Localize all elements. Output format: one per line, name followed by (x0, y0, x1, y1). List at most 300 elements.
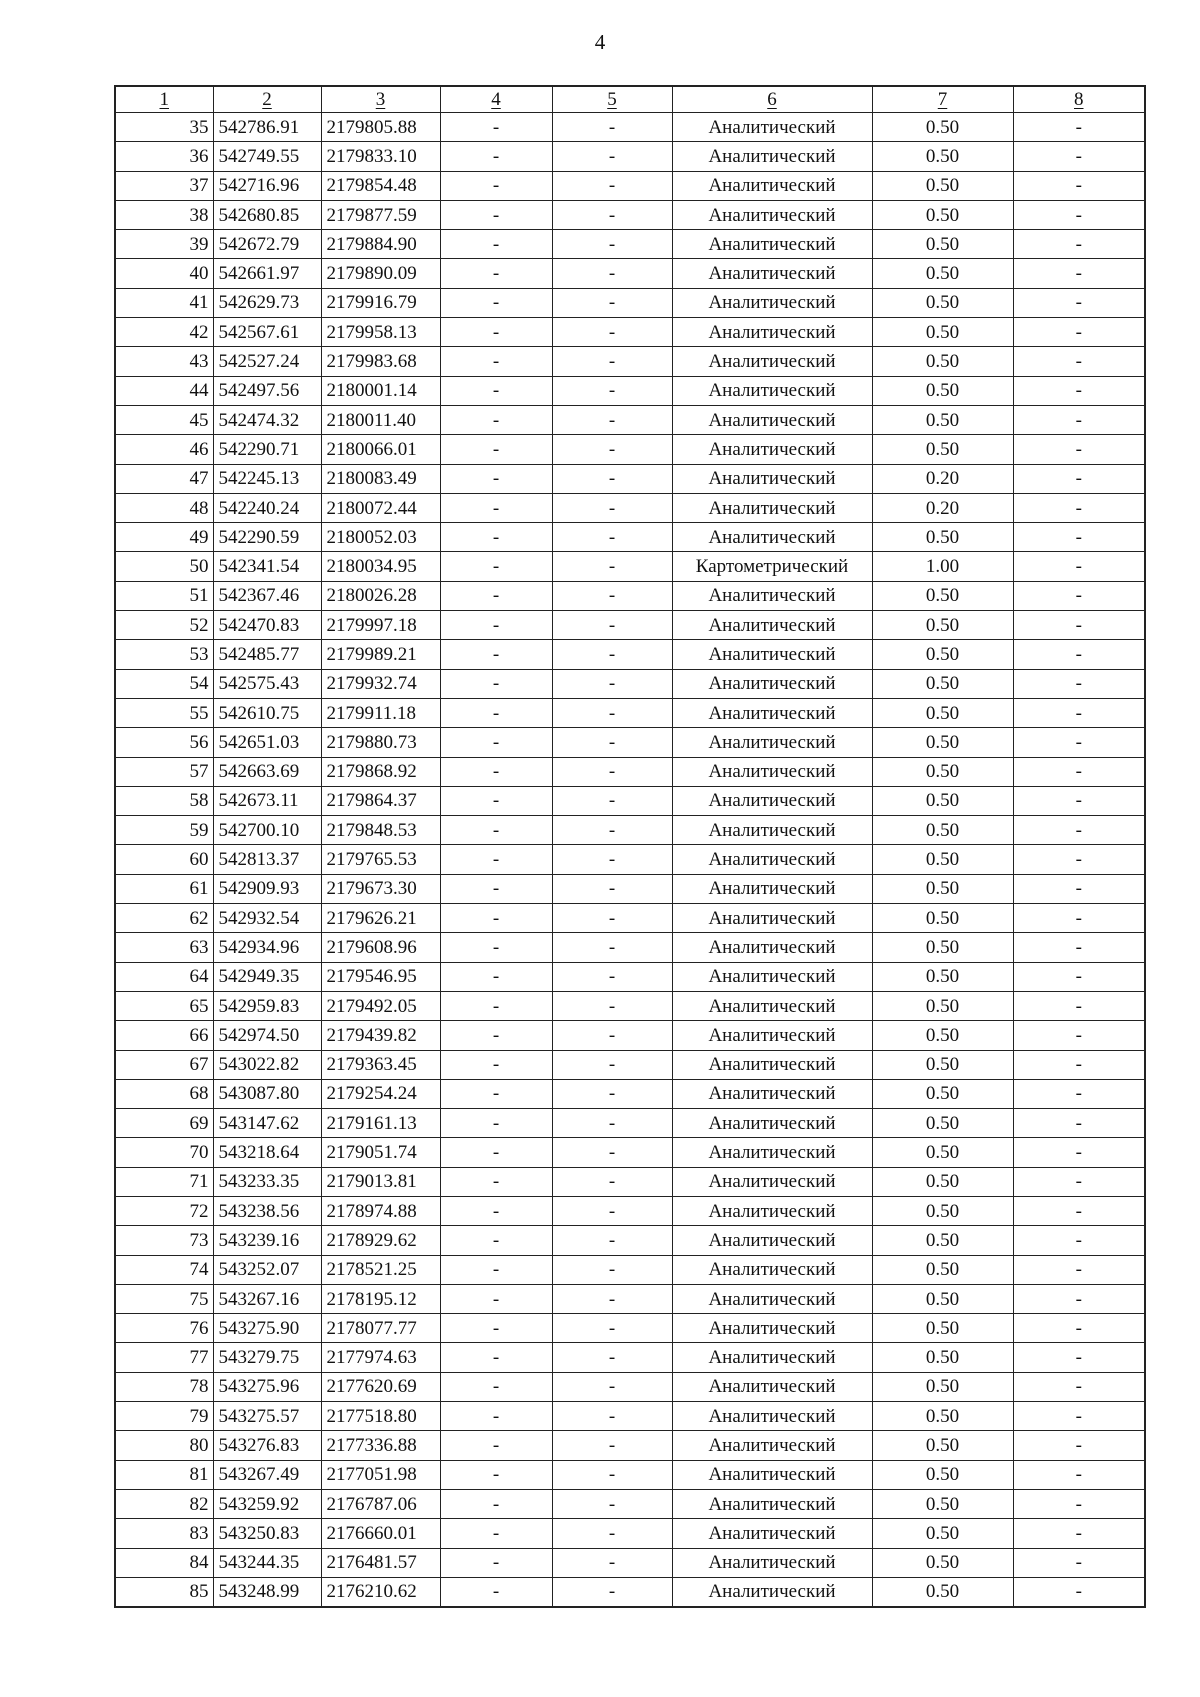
header-cell: 8 (1013, 86, 1145, 113)
col8-cell: - (1013, 1226, 1145, 1255)
x-coordinate-cell: 542909.93 (213, 874, 321, 903)
col4-cell: - (440, 611, 552, 640)
x-coordinate-cell: 542974.50 (213, 1021, 321, 1050)
y-coordinate-cell: 2179608.96 (321, 933, 440, 962)
col5-cell: - (552, 581, 672, 610)
y-coordinate-cell: 2179916.79 (321, 288, 440, 317)
col5-cell: - (552, 728, 672, 757)
y-coordinate-cell: 2176660.01 (321, 1519, 440, 1548)
col4-cell: - (440, 933, 552, 962)
point-number-cell: 78 (115, 1372, 213, 1401)
table-row (115, 698, 1145, 727)
x-coordinate-cell: 542367.46 (213, 581, 321, 610)
point-number-cell: 84 (115, 1548, 213, 1577)
method-cell: Аналитический (672, 464, 872, 493)
col5-cell: - (552, 200, 672, 229)
col5-cell: - (552, 142, 672, 171)
table-row (115, 405, 1145, 434)
x-coordinate-cell: 542290.71 (213, 435, 321, 464)
col8-cell: - (1013, 1372, 1145, 1401)
col8-cell: - (1013, 991, 1145, 1020)
y-coordinate-cell: 2179546.95 (321, 962, 440, 991)
method-cell: Аналитический (672, 904, 872, 933)
col8-cell: - (1013, 523, 1145, 552)
x-coordinate-cell: 542497.56 (213, 376, 321, 405)
x-coordinate-cell: 543244.35 (213, 1548, 321, 1577)
col5-cell: - (552, 552, 672, 581)
accuracy-cell: 0.50 (872, 113, 1013, 142)
point-number-cell: 40 (115, 259, 213, 288)
col4-cell: - (440, 1167, 552, 1196)
x-coordinate-cell: 542245.13 (213, 464, 321, 493)
y-coordinate-cell: 2179880.73 (321, 728, 440, 757)
x-coordinate-cell: 542749.55 (213, 142, 321, 171)
col4-cell: - (440, 786, 552, 815)
col5-cell: - (552, 1460, 672, 1489)
col4-cell: - (440, 1079, 552, 1108)
accuracy-cell: 0.50 (872, 1372, 1013, 1401)
point-number-cell: 67 (115, 1050, 213, 1079)
header-cell: 3 (321, 86, 440, 113)
y-coordinate-cell: 2179911.18 (321, 698, 440, 727)
table-row (115, 171, 1145, 200)
accuracy-cell: 0.50 (872, 435, 1013, 464)
col4-cell: - (440, 1196, 552, 1225)
method-cell: Аналитический (672, 200, 872, 229)
method-cell: Аналитический (672, 347, 872, 376)
y-coordinate-cell: 2180066.01 (321, 435, 440, 464)
col8-cell: - (1013, 259, 1145, 288)
method-cell: Аналитический (672, 1167, 872, 1196)
table-row (115, 669, 1145, 698)
method-cell: Аналитический (672, 288, 872, 317)
header-cell: 1 (115, 86, 213, 113)
table-row (115, 962, 1145, 991)
method-cell: Аналитический (672, 816, 872, 845)
col5-cell: - (552, 113, 672, 142)
y-coordinate-cell: 2179983.68 (321, 347, 440, 376)
page-number: 4 (594, 30, 606, 54)
x-coordinate-cell: 542341.54 (213, 552, 321, 581)
point-number-cell: 47 (115, 464, 213, 493)
col4-cell: - (440, 171, 552, 200)
x-coordinate-cell: 542959.83 (213, 991, 321, 1020)
y-coordinate-cell: 2179890.09 (321, 259, 440, 288)
col8-cell: - (1013, 1489, 1145, 1518)
x-coordinate-cell: 542474.32 (213, 405, 321, 434)
point-number-cell: 75 (115, 1284, 213, 1313)
table-row (115, 376, 1145, 405)
method-cell: Аналитический (672, 171, 872, 200)
col4-cell: - (440, 493, 552, 522)
col4-cell: - (440, 1489, 552, 1518)
table-row (115, 1402, 1145, 1431)
point-number-cell: 37 (115, 171, 213, 200)
col4-cell: - (440, 288, 552, 317)
accuracy-cell: 0.50 (872, 1079, 1013, 1108)
col4-cell: - (440, 816, 552, 845)
accuracy-cell: 0.50 (872, 1167, 1013, 1196)
table-header (115, 86, 1145, 113)
header-cell: 2 (213, 86, 321, 113)
col8-cell: - (1013, 874, 1145, 903)
y-coordinate-cell: 2178521.25 (321, 1255, 440, 1284)
y-coordinate-cell: 2179848.53 (321, 816, 440, 845)
method-cell: Аналитический (672, 1050, 872, 1079)
col5-cell: - (552, 347, 672, 376)
col8-cell: - (1013, 728, 1145, 757)
method-cell: Аналитический (672, 376, 872, 405)
col8-cell: - (1013, 1284, 1145, 1313)
col5-cell: - (552, 464, 672, 493)
method-cell: Аналитический (672, 1431, 872, 1460)
col4-cell: - (440, 1577, 552, 1607)
point-number-cell: 55 (115, 698, 213, 727)
method-cell: Аналитический (672, 1079, 872, 1108)
accuracy-cell: 0.50 (872, 1284, 1013, 1313)
col5-cell: - (552, 786, 672, 815)
table-row (115, 874, 1145, 903)
y-coordinate-cell: 2178929.62 (321, 1226, 440, 1255)
table-row (115, 1314, 1145, 1343)
table-row (115, 435, 1145, 464)
y-coordinate-cell: 2179363.45 (321, 1050, 440, 1079)
col8-cell: - (1013, 1548, 1145, 1577)
table-row (115, 318, 1145, 347)
y-coordinate-cell: 2179997.18 (321, 611, 440, 640)
point-number-cell: 81 (115, 1460, 213, 1489)
table-row (115, 1284, 1145, 1313)
header-cell: 4 (440, 86, 552, 113)
col5-cell: - (552, 669, 672, 698)
table-row (115, 1196, 1145, 1225)
y-coordinate-cell: 2179877.59 (321, 200, 440, 229)
table-row (115, 1079, 1145, 1108)
col4-cell: - (440, 991, 552, 1020)
col5-cell: - (552, 1050, 672, 1079)
table-row (115, 640, 1145, 669)
col5-cell: - (552, 1489, 672, 1518)
col5-cell: - (552, 962, 672, 991)
col5-cell: - (552, 611, 672, 640)
x-coordinate-cell: 543279.75 (213, 1343, 321, 1372)
y-coordinate-cell: 2180001.14 (321, 376, 440, 405)
table-row (115, 816, 1145, 845)
table-row (115, 1050, 1145, 1079)
accuracy-cell: 0.50 (872, 259, 1013, 288)
table-row (115, 904, 1145, 933)
col8-cell: - (1013, 1196, 1145, 1225)
x-coordinate-cell: 542932.54 (213, 904, 321, 933)
x-coordinate-cell: 542527.24 (213, 347, 321, 376)
col8-cell: - (1013, 786, 1145, 815)
method-cell: Аналитический (672, 142, 872, 171)
x-coordinate-cell: 543275.57 (213, 1402, 321, 1431)
table-row (115, 845, 1145, 874)
point-number-cell: 63 (115, 933, 213, 962)
x-coordinate-cell: 543239.16 (213, 1226, 321, 1255)
point-number-cell: 53 (115, 640, 213, 669)
point-number-cell: 49 (115, 523, 213, 552)
point-number-cell: 64 (115, 962, 213, 991)
x-coordinate-cell: 542629.73 (213, 288, 321, 317)
y-coordinate-cell: 2178974.88 (321, 1196, 440, 1225)
table-row (115, 113, 1145, 142)
y-coordinate-cell: 2179161.13 (321, 1109, 440, 1138)
col4-cell: - (440, 1431, 552, 1460)
accuracy-cell: 0.50 (872, 523, 1013, 552)
point-number-cell: 38 (115, 200, 213, 229)
col5-cell: - (552, 435, 672, 464)
col8-cell: - (1013, 318, 1145, 347)
table-row (115, 611, 1145, 640)
y-coordinate-cell: 2179868.92 (321, 757, 440, 786)
header-cell: 6 (672, 86, 872, 113)
table-row (115, 493, 1145, 522)
col5-cell: - (552, 874, 672, 903)
point-number-cell: 80 (115, 1431, 213, 1460)
table-row (115, 1577, 1145, 1607)
col4-cell: - (440, 259, 552, 288)
y-coordinate-cell: 2176481.57 (321, 1548, 440, 1577)
col8-cell: - (1013, 1314, 1145, 1343)
method-cell: Аналитический (672, 933, 872, 962)
method-cell: Аналитический (672, 1021, 872, 1050)
table-row (115, 786, 1145, 815)
point-number-cell: 82 (115, 1489, 213, 1518)
col8-cell: - (1013, 757, 1145, 786)
col8-cell: - (1013, 640, 1145, 669)
accuracy-cell: 0.50 (872, 611, 1013, 640)
y-coordinate-cell: 2179013.81 (321, 1167, 440, 1196)
accuracy-cell: 0.50 (872, 1577, 1013, 1607)
col8-cell: - (1013, 1343, 1145, 1372)
point-number-cell: 39 (115, 230, 213, 259)
col8-cell: - (1013, 347, 1145, 376)
method-cell: Аналитический (672, 259, 872, 288)
point-number-cell: 45 (115, 405, 213, 434)
col5-cell: - (552, 1138, 672, 1167)
point-number-cell: 60 (115, 845, 213, 874)
table-row (115, 1167, 1145, 1196)
y-coordinate-cell: 2179439.82 (321, 1021, 440, 1050)
point-number-cell: 36 (115, 142, 213, 171)
y-coordinate-cell: 2180083.49 (321, 464, 440, 493)
accuracy-cell: 0.50 (872, 405, 1013, 434)
x-coordinate-cell: 542651.03 (213, 728, 321, 757)
col5-cell: - (552, 845, 672, 874)
point-number-cell: 71 (115, 1167, 213, 1196)
col4-cell: - (440, 728, 552, 757)
y-coordinate-cell: 2177620.69 (321, 1372, 440, 1401)
point-number-cell: 83 (115, 1519, 213, 1548)
col5-cell: - (552, 259, 672, 288)
x-coordinate-cell: 542949.35 (213, 962, 321, 991)
method-cell: Аналитический (672, 874, 872, 903)
col8-cell: - (1013, 1577, 1145, 1607)
col8-cell: - (1013, 962, 1145, 991)
x-coordinate-cell: 542934.96 (213, 933, 321, 962)
table-row (115, 200, 1145, 229)
col4-cell: - (440, 1050, 552, 1079)
table-row (115, 581, 1145, 610)
method-cell: Аналитический (672, 698, 872, 727)
col8-cell: - (1013, 904, 1145, 933)
col4-cell: - (440, 552, 552, 581)
col4-cell: - (440, 845, 552, 874)
accuracy-cell: 0.50 (872, 288, 1013, 317)
point-number-cell: 54 (115, 669, 213, 698)
col5-cell: - (552, 1548, 672, 1577)
y-coordinate-cell: 2180052.03 (321, 523, 440, 552)
method-cell: Аналитический (672, 1138, 872, 1167)
col5-cell: - (552, 1402, 672, 1431)
method-cell: Аналитический (672, 669, 872, 698)
point-number-cell: 56 (115, 728, 213, 757)
col4-cell: - (440, 1255, 552, 1284)
method-cell: Аналитический (672, 1314, 872, 1343)
table-row (115, 288, 1145, 317)
method-cell: Аналитический (672, 640, 872, 669)
col8-cell: - (1013, 405, 1145, 434)
accuracy-cell: 0.50 (872, 1489, 1013, 1518)
table-row (115, 1431, 1145, 1460)
accuracy-cell: 0.50 (872, 581, 1013, 610)
col5-cell: - (552, 1079, 672, 1108)
table-row (115, 991, 1145, 1020)
point-number-cell: 68 (115, 1079, 213, 1108)
col8-cell: - (1013, 933, 1145, 962)
accuracy-cell: 0.20 (872, 464, 1013, 493)
accuracy-cell: 0.50 (872, 318, 1013, 347)
point-number-cell: 35 (115, 113, 213, 142)
point-number-cell: 43 (115, 347, 213, 376)
x-coordinate-cell: 543275.96 (213, 1372, 321, 1401)
table-row (115, 259, 1145, 288)
col5-cell: - (552, 1431, 672, 1460)
header-cell: 7 (872, 86, 1013, 113)
col4-cell: - (440, 669, 552, 698)
method-cell: Аналитический (672, 1343, 872, 1372)
x-coordinate-cell: 542610.75 (213, 698, 321, 727)
y-coordinate-cell: 2177974.63 (321, 1343, 440, 1372)
y-coordinate-cell: 2177051.98 (321, 1460, 440, 1489)
x-coordinate-cell: 542240.24 (213, 493, 321, 522)
method-cell: Аналитический (672, 1226, 872, 1255)
table-row (115, 933, 1145, 962)
x-coordinate-cell: 543238.56 (213, 1196, 321, 1225)
point-number-cell: 73 (115, 1226, 213, 1255)
y-coordinate-cell: 2180034.95 (321, 552, 440, 581)
table-row (115, 1460, 1145, 1489)
col8-cell: - (1013, 1402, 1145, 1431)
accuracy-cell: 0.50 (872, 142, 1013, 171)
x-coordinate-cell: 543250.83 (213, 1519, 321, 1548)
x-coordinate-cell: 543259.92 (213, 1489, 321, 1518)
table-row (115, 728, 1145, 757)
accuracy-cell: 0.50 (872, 1519, 1013, 1548)
accuracy-cell: 0.50 (872, 1050, 1013, 1079)
point-number-cell: 85 (115, 1577, 213, 1607)
method-cell: Аналитический (672, 493, 872, 522)
col8-cell: - (1013, 1519, 1145, 1548)
point-number-cell: 46 (115, 435, 213, 464)
col5-cell: - (552, 1021, 672, 1050)
x-coordinate-cell: 542673.11 (213, 786, 321, 815)
point-number-cell: 74 (115, 1255, 213, 1284)
accuracy-cell: 0.50 (872, 1402, 1013, 1431)
col5-cell: - (552, 1109, 672, 1138)
y-coordinate-cell: 2179492.05 (321, 991, 440, 1020)
x-coordinate-cell: 543022.82 (213, 1050, 321, 1079)
y-coordinate-cell: 2176210.62 (321, 1577, 440, 1607)
col8-cell: - (1013, 1255, 1145, 1284)
col8-cell: - (1013, 1050, 1145, 1079)
y-coordinate-cell: 2179051.74 (321, 1138, 440, 1167)
accuracy-cell: 0.50 (872, 1343, 1013, 1372)
method-cell: Аналитический (672, 1284, 872, 1313)
col8-cell: - (1013, 552, 1145, 581)
col4-cell: - (440, 1109, 552, 1138)
accuracy-cell: 0.50 (872, 816, 1013, 845)
col4-cell: - (440, 523, 552, 552)
method-cell: Аналитический (672, 1372, 872, 1401)
accuracy-cell: 0.50 (872, 933, 1013, 962)
method-cell: Аналитический (672, 757, 872, 786)
col4-cell: - (440, 581, 552, 610)
col5-cell: - (552, 318, 672, 347)
table-body (115, 113, 1145, 1608)
point-number-cell: 51 (115, 581, 213, 610)
col8-cell: - (1013, 1431, 1145, 1460)
accuracy-cell: 0.50 (872, 1109, 1013, 1138)
accuracy-cell: 0.50 (872, 1460, 1013, 1489)
y-coordinate-cell: 2180011.40 (321, 405, 440, 434)
col4-cell: - (440, 376, 552, 405)
x-coordinate-cell: 543252.07 (213, 1255, 321, 1284)
point-number-cell: 48 (115, 493, 213, 522)
method-cell: Аналитический (672, 991, 872, 1020)
col8-cell: - (1013, 464, 1145, 493)
col4-cell: - (440, 405, 552, 434)
table-row (115, 1226, 1145, 1255)
table-row (115, 1548, 1145, 1577)
col4-cell: - (440, 200, 552, 229)
col4-cell: - (440, 1226, 552, 1255)
accuracy-cell: 0.50 (872, 1226, 1013, 1255)
x-coordinate-cell: 542290.59 (213, 523, 321, 552)
x-coordinate-cell: 542575.43 (213, 669, 321, 698)
table-row (115, 552, 1145, 581)
method-cell: Аналитический (672, 1460, 872, 1489)
x-coordinate-cell: 543275.90 (213, 1314, 321, 1343)
x-coordinate-cell: 542470.83 (213, 611, 321, 640)
col4-cell: - (440, 113, 552, 142)
accuracy-cell: 0.50 (872, 200, 1013, 229)
point-number-cell: 72 (115, 1196, 213, 1225)
col5-cell: - (552, 493, 672, 522)
table-row (115, 523, 1145, 552)
method-cell: Аналитический (672, 113, 872, 142)
method-cell: Аналитический (672, 523, 872, 552)
col4-cell: - (440, 904, 552, 933)
x-coordinate-cell: 543218.64 (213, 1138, 321, 1167)
method-cell: Аналитический (672, 962, 872, 991)
col5-cell: - (552, 376, 672, 405)
accuracy-cell: 0.50 (872, 669, 1013, 698)
accuracy-cell: 0.50 (872, 1431, 1013, 1460)
y-coordinate-cell: 2179673.30 (321, 874, 440, 903)
